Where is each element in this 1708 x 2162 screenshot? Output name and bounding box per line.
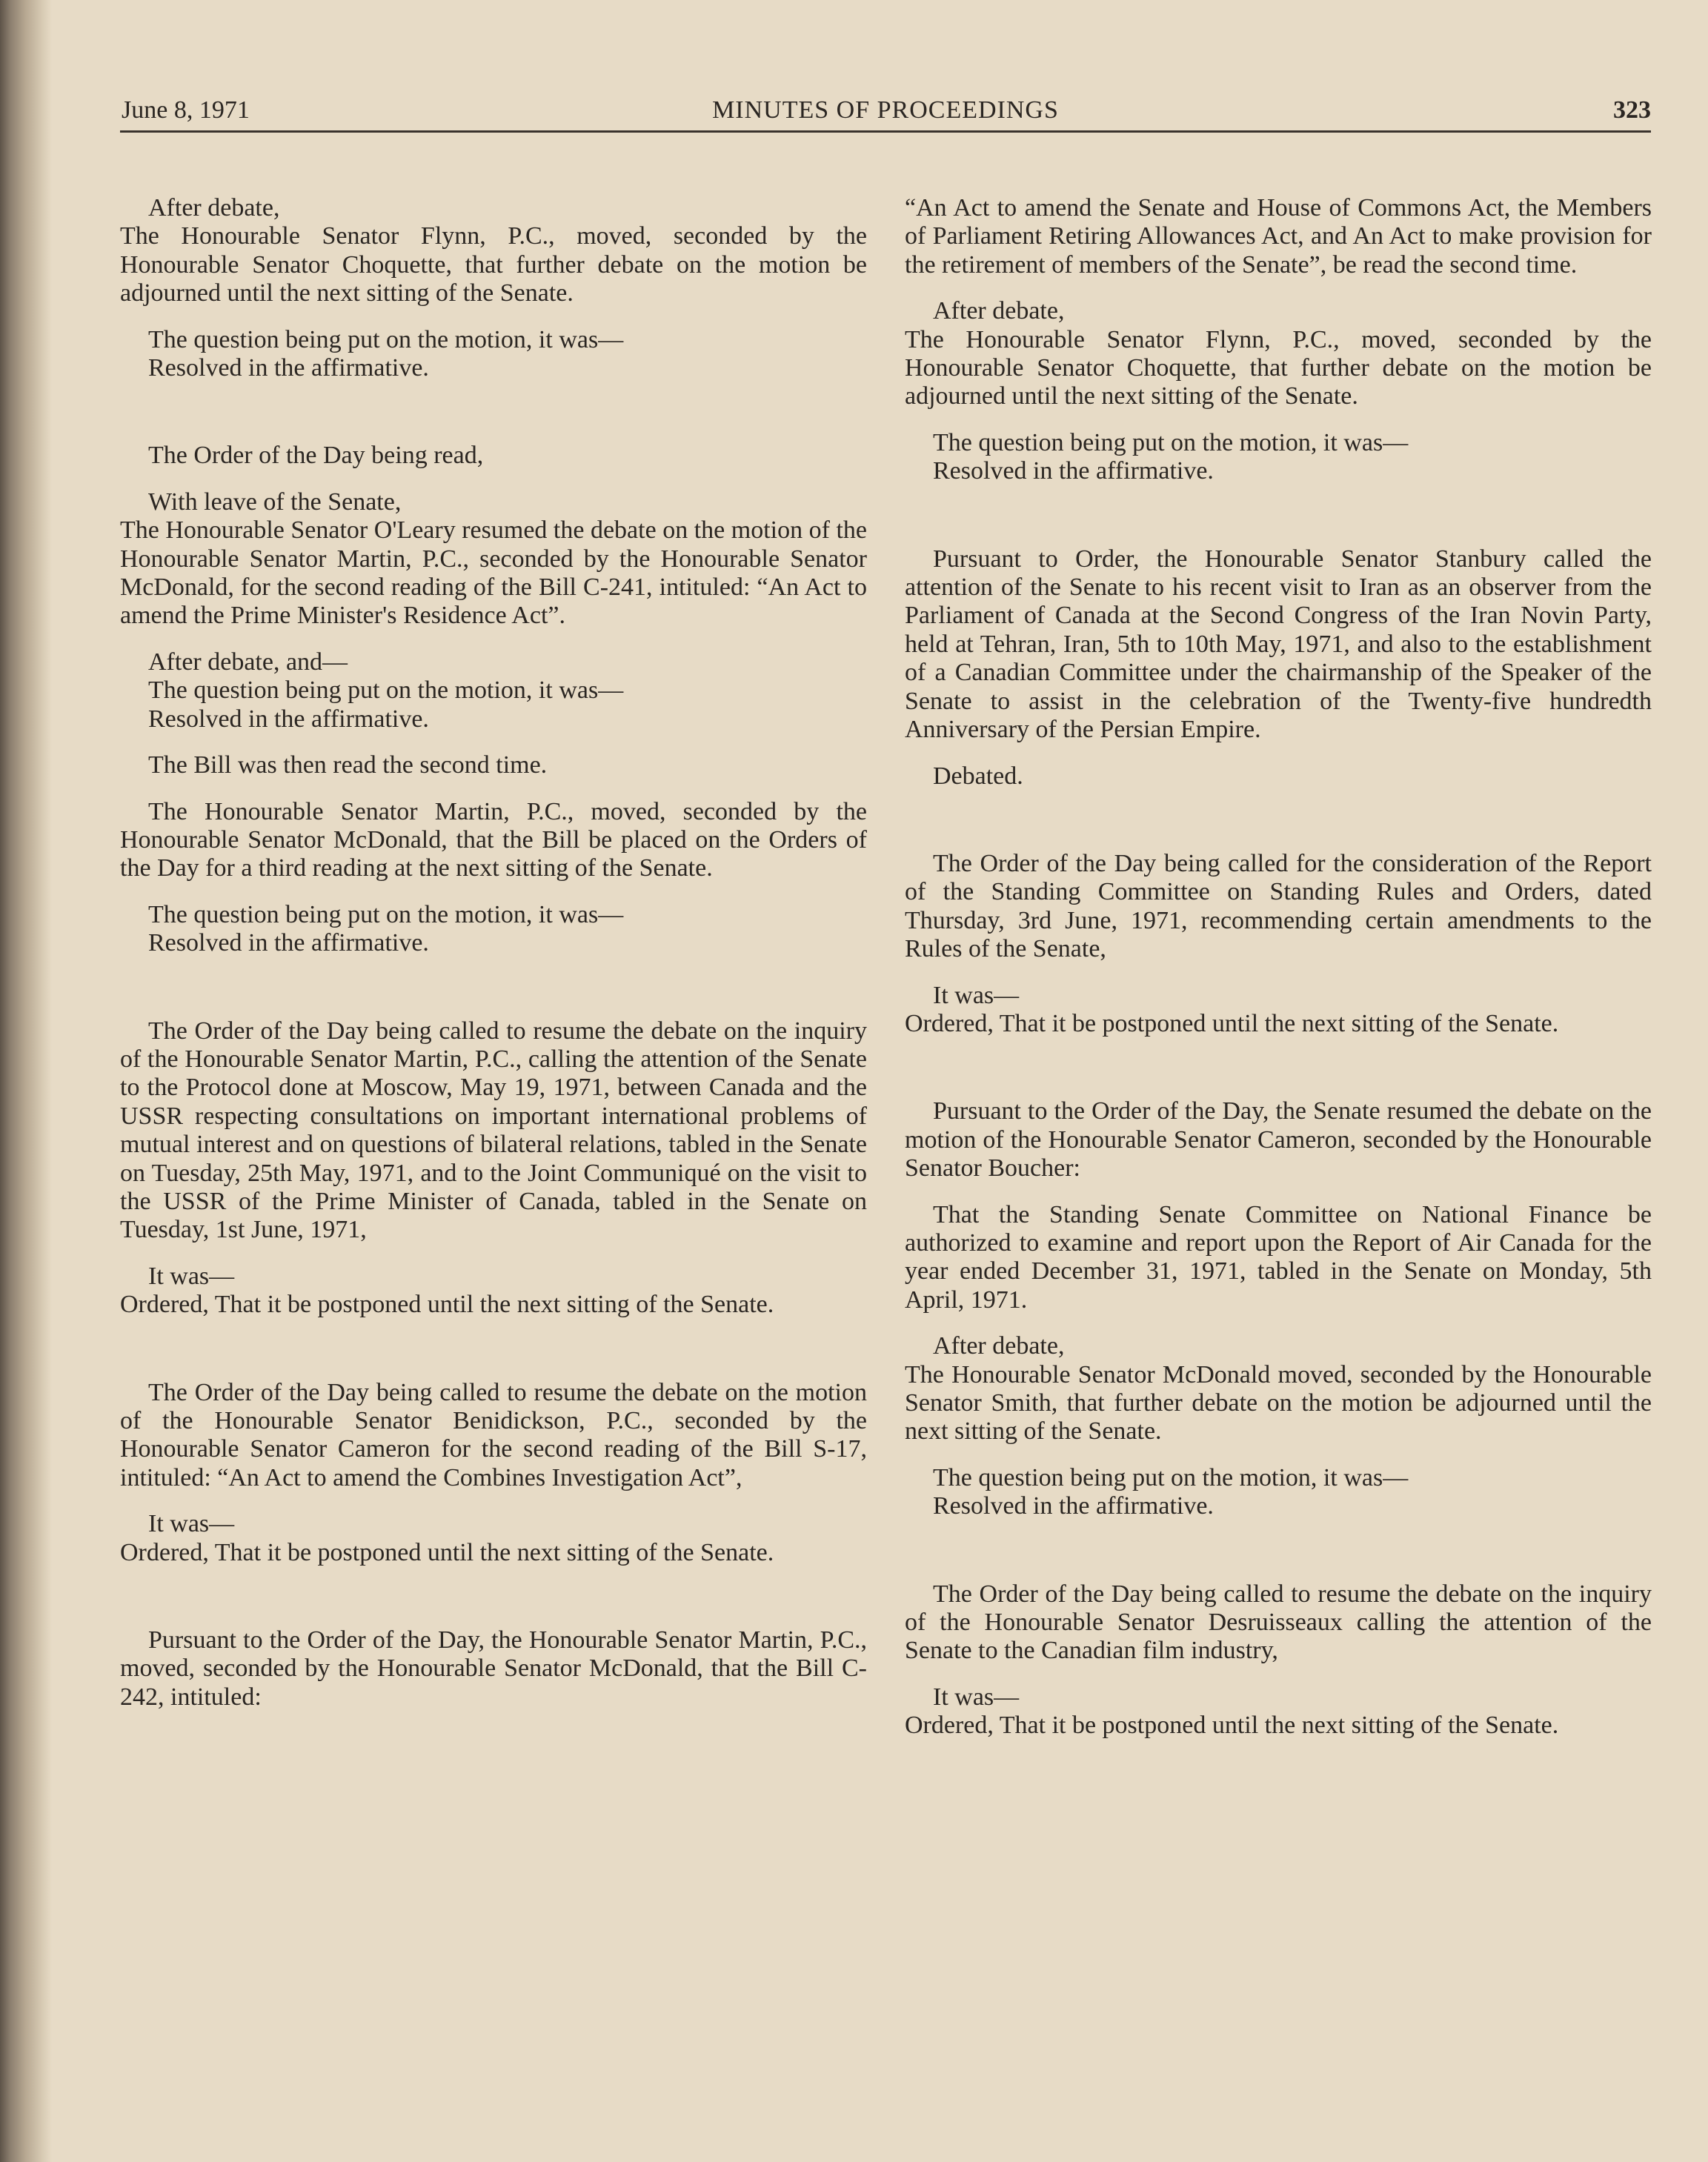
right-column [905,194,1652,1758]
running-header [120,95,1651,133]
page-number: 323 [1613,96,1651,124]
entry-film-industry [905,1580,1652,1740]
paragraph: With leave of the Senate, The Honourable Senator O'Leary resumed the debate on the motion of the Honourable Senator Martin, P.C., seconded by the Honourable Senator McDonald, for the second reading of the Bill C-241, intituled: “An Act to amend the Prime Minister's Residence Act”. [120,488,867,630]
header-date: June 8, 1971 [122,96,250,124]
paragraph: The Order of the Day being called to resume the debate on the motion of the Honourable Senator Benidickson, P.C., seconded by the Honourable Senator Cameron for the second reading of the Bill S-17, intituled: “An Act to amend the Combines Investigation Act”, [120,1378,867,1491]
entry-stanbury-iran [905,545,1652,791]
entry-bill-c242 [120,1626,867,1712]
paragraph: The Order of the Day being called for the consideration of the Report of the Standing Committee on Standing Rules and Orders, dated Thursday, 3rd June, 1971, recommending certain amendments to the Rules of the Senate, [905,849,1652,963]
paragraph: The question being put on the motion, it was— Resolved in the affirmative. [933,1463,1409,1520]
paragraph: After debate, The Honourable Senator McDonald moved, seconded by the Honourable Senator Smith, that further debate on the motion be adjourned until the next sitting of the Senate. [905,1332,1652,1446]
entry-bill-s17 [120,1379,867,1567]
paragraph: The question being put on the motion, it was— Resolved in the affirmative. [148,900,624,957]
paragraph: The Order of the Day being called to resume the debate on the inquiry of the Honourable Senator Desruisseaux calling the attention of the Senate to the Canadian film industry, [905,1580,1652,1665]
paragraph: The Bill was then read the second time. [148,751,548,779]
paragraph: The Order of the Day being called to resume the debate on the inquiry of the Honourable Senator Martin, P.C., calling the attention of the Senate to the Protocol done at Moscow, May 19, 1971, between Canada and the USSR respecting consultations on important international problems of mutual interest and on questions of bilateral relations, tabled in the Senate on Tuesday, 25th May, 1971, and to the Joint Communiqué on the visit to the USSR of the Prime Minister of Canada, tabled in the Senate on Tuesday, 1st June, 1971, [120,1017,867,1244]
entry-moscow-protocol [120,1017,867,1320]
entry-bill-c242-continued [905,194,1652,486]
paragraph: After debate, and— The question being put on the motion, it was— Resolved in the affirmative. [148,648,624,733]
left-column [120,194,867,1729]
paragraph: Pursuant to Order, the Honourable Senator Stanbury called the attention of the Senate to his recent visit to Iran as an observer from the Parliament of Canada at the Second Congress of the Iran Novin Party, held at Tehran, Iran, 5th to 10th May, 1971, and also to the establishment of a Canadian Committee under the chairmanship of the Speaker of the Senate to assist in the celebration of the Twenty-five hundredth Anniversary of the Persian Empire. [905,545,1652,744]
paragraph: Pursuant to the Order of the Day, the Senate resumed the debate on the motion of the Honourable Senator Cameron, seconded by the Honourable Senator Boucher: [905,1097,1652,1183]
paragraph: It was— Ordered, That it be postponed until the next sitting of the Senate. [905,1683,1559,1740]
paragraph: Debated. [933,762,1023,790]
paragraph: After debate, The Honourable Senator Flynn, P.C., moved, seconded by the Honourable Senator Choquette, that further debate on the motion be adjourned until the next sitting of the Senate. [120,194,867,307]
paragraph: Pursuant to the Order of the Day, the Honourable Senator Martin, P.C., moved, seconded by the Honourable Senator McDonald, that the Bill C-242, intituled: [120,1626,867,1711]
paragraph: The question being put on the motion, it was— Resolved in the affirmative. [148,325,624,382]
paragraph: It was— Ordered, That it be postponed until the next sitting of the Senate. [120,1510,774,1566]
paragraph: It was— Ordered, That it be postponed until the next sitting of the Senate. [120,1262,774,1319]
paragraph: It was— Ordered, That it be postponed until the next sitting of the Senate. [905,981,1559,1037]
entry-bill-c241 [120,442,867,957]
paragraph: After debate, The Honourable Senator Flynn, P.C., moved, seconded by the Honourable Senator Choquette, that further debate on the motion be adjourned until the next sitting of the Senate. [905,297,1652,410]
paragraph: That the Standing Senate Committee on National Finance be authorized to examine and report upon the Report of Air Canada for the year ended December 31, 1971, tabled in the Senate on Monday, 5th April, 1971. [905,1200,1652,1314]
paragraph: The Honourable Senator Martin, P.C., moved, seconded by the Honourable Senator McDonald, that the Bill be placed on the Orders of the Day for a third reading at the next sitting of the Senate. [120,797,867,882]
paragraph: The Order of the Day being read, [148,442,484,470]
paragraph: The question being put on the motion, it was— Resolved in the affirmative. [933,428,1409,485]
entry-standing-rules [905,850,1652,1038]
entry-flynn-adjournment [120,194,867,382]
header-title: MINUTES OF PROCEEDINGS [712,96,1059,124]
entry-air-canada [905,1097,1652,1520]
paragraph: “An Act to amend the Senate and House of Commons Act, the Members of Parliament Retiring Allowances Act, and An Act to make provision for the retirement of members of the Senate”, be read the second time. [905,194,1652,279]
